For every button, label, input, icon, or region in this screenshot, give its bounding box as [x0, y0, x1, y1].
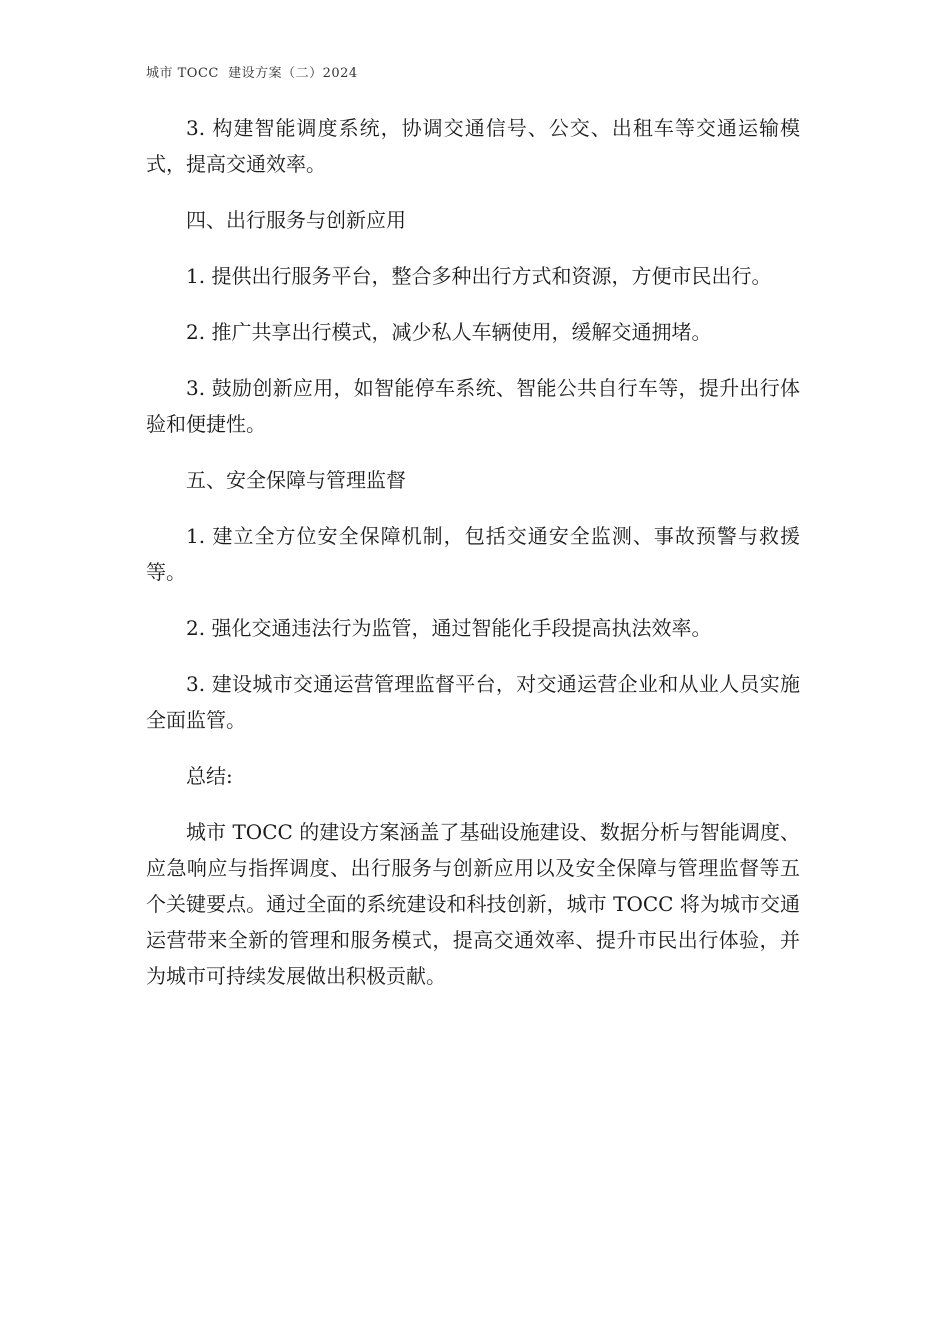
paragraph-travel-platform: 1. 提供出行服务平台，整合多种出行方式和资源，方便市民出行。	[186, 264, 772, 288]
summary-paragraph: 城市 TOCC 的建设方案涵盖了基础设施建设、数据分析与智能调度、应急响应与指挥调度、出行服务与创新应用以及安全保障与管理监督等五个关键要点。通过全面的系统建设和科技创新，城市 TOCC 将为城市交通运营带来全新的管理和服务模式，提高交通效率、提升市民出行体验，并为城市可持续发展做出积极贡献。	[146, 820, 800, 988]
document-body	[146, 110, 800, 1014]
summary-heading: 总结:	[186, 764, 233, 788]
section-heading-travel-services: 四、出行服务与创新应用	[186, 208, 406, 232]
paragraph-supervision-platform: 3. 建设城市交通运营管理监督平台，对交通运营企业和从业人员实施全面监管。	[146, 672, 800, 732]
paragraph-safety-mechanism: 1. 建立全方位安全保障机制，包括交通安全监测、事故预警与救援等。	[146, 524, 800, 584]
paragraph-innovation-apps: 3. 鼓励创新应用，如智能停车系统、智能公共自行车等，提升出行体验和便捷性。	[146, 376, 800, 436]
running-header: 城市 TOCC 建设方案（二）2024	[146, 66, 358, 81]
paragraph-dispatch-system: 3. 构建智能调度系统，协调交通信号、公交、出租车等交通运输模式，提高交通效率。	[146, 116, 800, 176]
paragraph-shared-mobility: 2. 推广共享出行模式，减少私人车辆使用，缓解交通拥堵。	[186, 320, 712, 344]
section-heading-safety-supervision: 五、安全保障与管理监督	[186, 468, 406, 492]
paragraph-enforcement: 2. 强化交通违法行为监管，通过智能化手段提高执法效率。	[186, 616, 712, 640]
